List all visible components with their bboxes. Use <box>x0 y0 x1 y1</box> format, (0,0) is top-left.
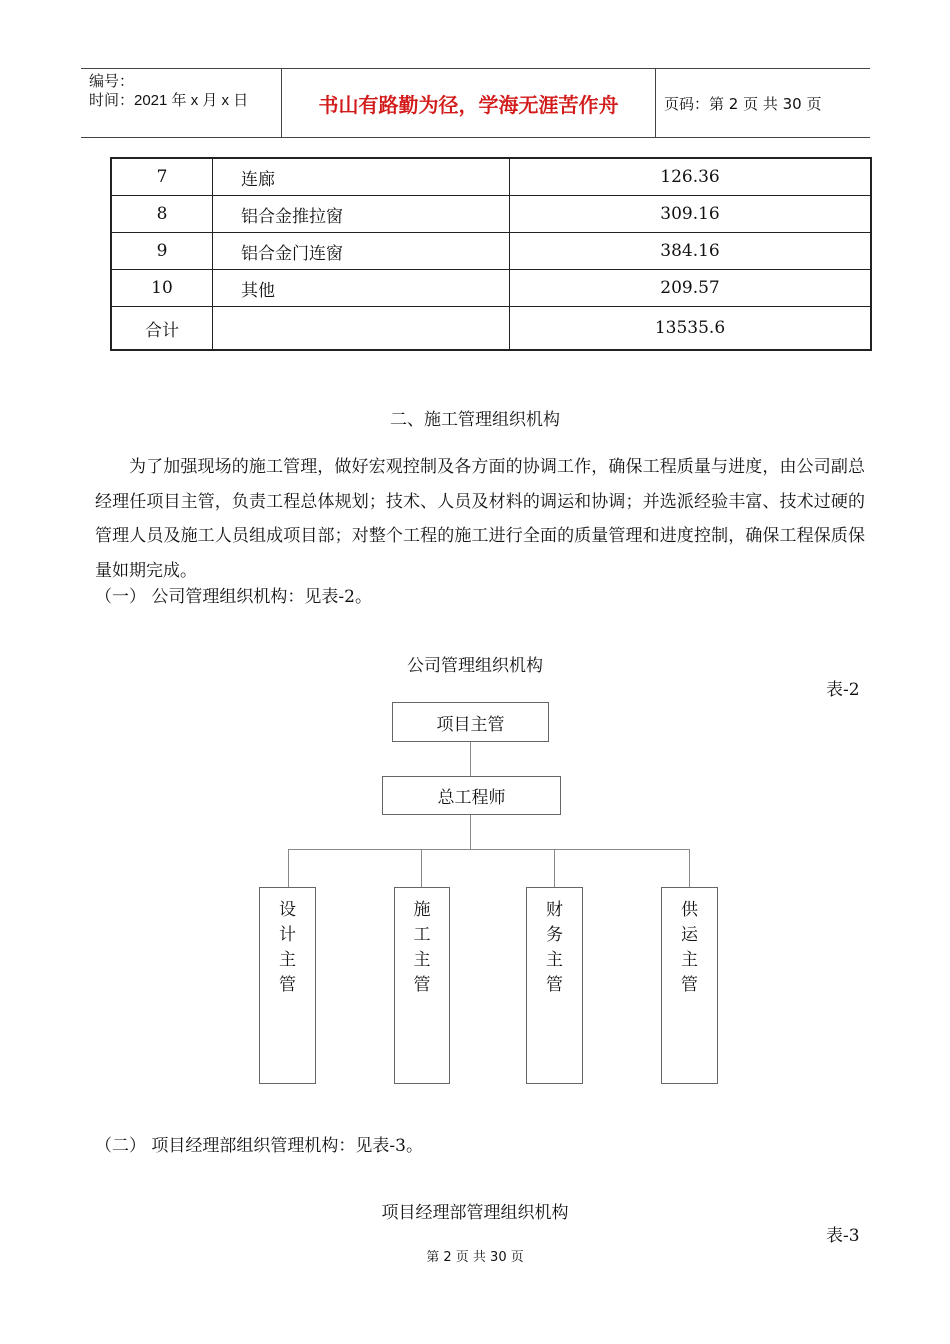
table-cell-value: 309.16 <box>510 196 872 233</box>
org-node-label: 财 务 主 管 <box>546 900 563 995</box>
page-footer: 第 2 页 共 30 页 <box>426 1250 524 1265</box>
org-node-construction <box>394 887 450 1084</box>
table-row <box>111 233 871 270</box>
org-node-second: 总工程师 <box>382 776 561 815</box>
section-title: 二、施工管理组织机构 <box>390 410 560 430</box>
header-meta <box>81 69 281 137</box>
subsection-heading-2: （二） 项目经理部组织管理机构：见表-3。 <box>95 1136 423 1156</box>
table-cell-no: 7 <box>111 158 213 196</box>
header-page-info: 页码：第 2 页 共 30 页 <box>664 94 822 113</box>
connector-line <box>421 849 422 887</box>
connector-line <box>689 849 690 887</box>
code-label: 编号： <box>89 73 135 90</box>
org-node-label: 施 工 主 管 <box>413 900 431 995</box>
table-row <box>111 158 871 196</box>
org-node-finance <box>526 887 583 1084</box>
org-node-label: 供 运 主 管 <box>681 900 698 995</box>
time-label: 时间：2021 年 x 月 x 日 <box>89 92 249 109</box>
table-cell-name: 连廊 <box>213 158 510 196</box>
org-chart-title: 公司管理组织机构 <box>407 656 543 676</box>
table-cell-value: 209.57 <box>510 270 872 307</box>
table-cell-name: 铝合金推拉窗 <box>213 196 510 233</box>
table-row <box>111 196 871 233</box>
table-number: 表-2 <box>826 680 860 700</box>
header-motto: 书山有路勤为径，学海无涯苦作舟 <box>281 69 656 137</box>
org-node-top: 项目主管 <box>392 702 549 742</box>
page-header <box>81 68 870 138</box>
connector-line <box>288 849 690 850</box>
table-cell-value: 384.16 <box>510 233 872 270</box>
table-cell-name: 铝合金门连窗 <box>213 233 510 270</box>
section-paragraph: 为了加强现场的施工管理，做好宏观控制及各方面的协调工作，确保工程质量与进度，由公司副总经理任项目主管，负责工程总体规划；技术、人员及材料的调运和协调；并选派经验丰富、技术过硬的管理人员及施工人员组成项目部；对整个工程的施工进行全面的质量管理和进度控制，确保工程保质保量如期完成。 <box>95 457 865 581</box>
table-cell-name: 其他 <box>213 270 510 307</box>
connector-line <box>554 849 555 887</box>
org-node-label: 设 计 主 管 <box>279 900 296 995</box>
connector-line <box>470 742 471 776</box>
quantity-table <box>110 157 872 351</box>
table-cell-no: 8 <box>111 196 213 233</box>
connector-line <box>470 815 471 849</box>
org-node-supply <box>661 887 718 1084</box>
connector-line <box>288 849 289 887</box>
table-cell-name <box>213 307 510 351</box>
table-number-2: 表-3 <box>826 1226 860 1246</box>
table-cell-no: 9 <box>111 233 213 270</box>
table-cell-no: 10 <box>111 270 213 307</box>
table-cell-value: 126.36 <box>510 158 872 196</box>
org-chart-title-2: 项目经理部管理组织机构 <box>381 1203 569 1223</box>
table-row <box>111 270 871 307</box>
table-cell-value: 13535.6 <box>510 307 872 351</box>
org-node-design <box>259 887 316 1084</box>
subsection-heading-1: （一） 公司管理组织机构：见表-2。 <box>95 587 372 607</box>
table-total-row <box>111 307 871 351</box>
table-cell-no: 合计 <box>111 307 213 351</box>
